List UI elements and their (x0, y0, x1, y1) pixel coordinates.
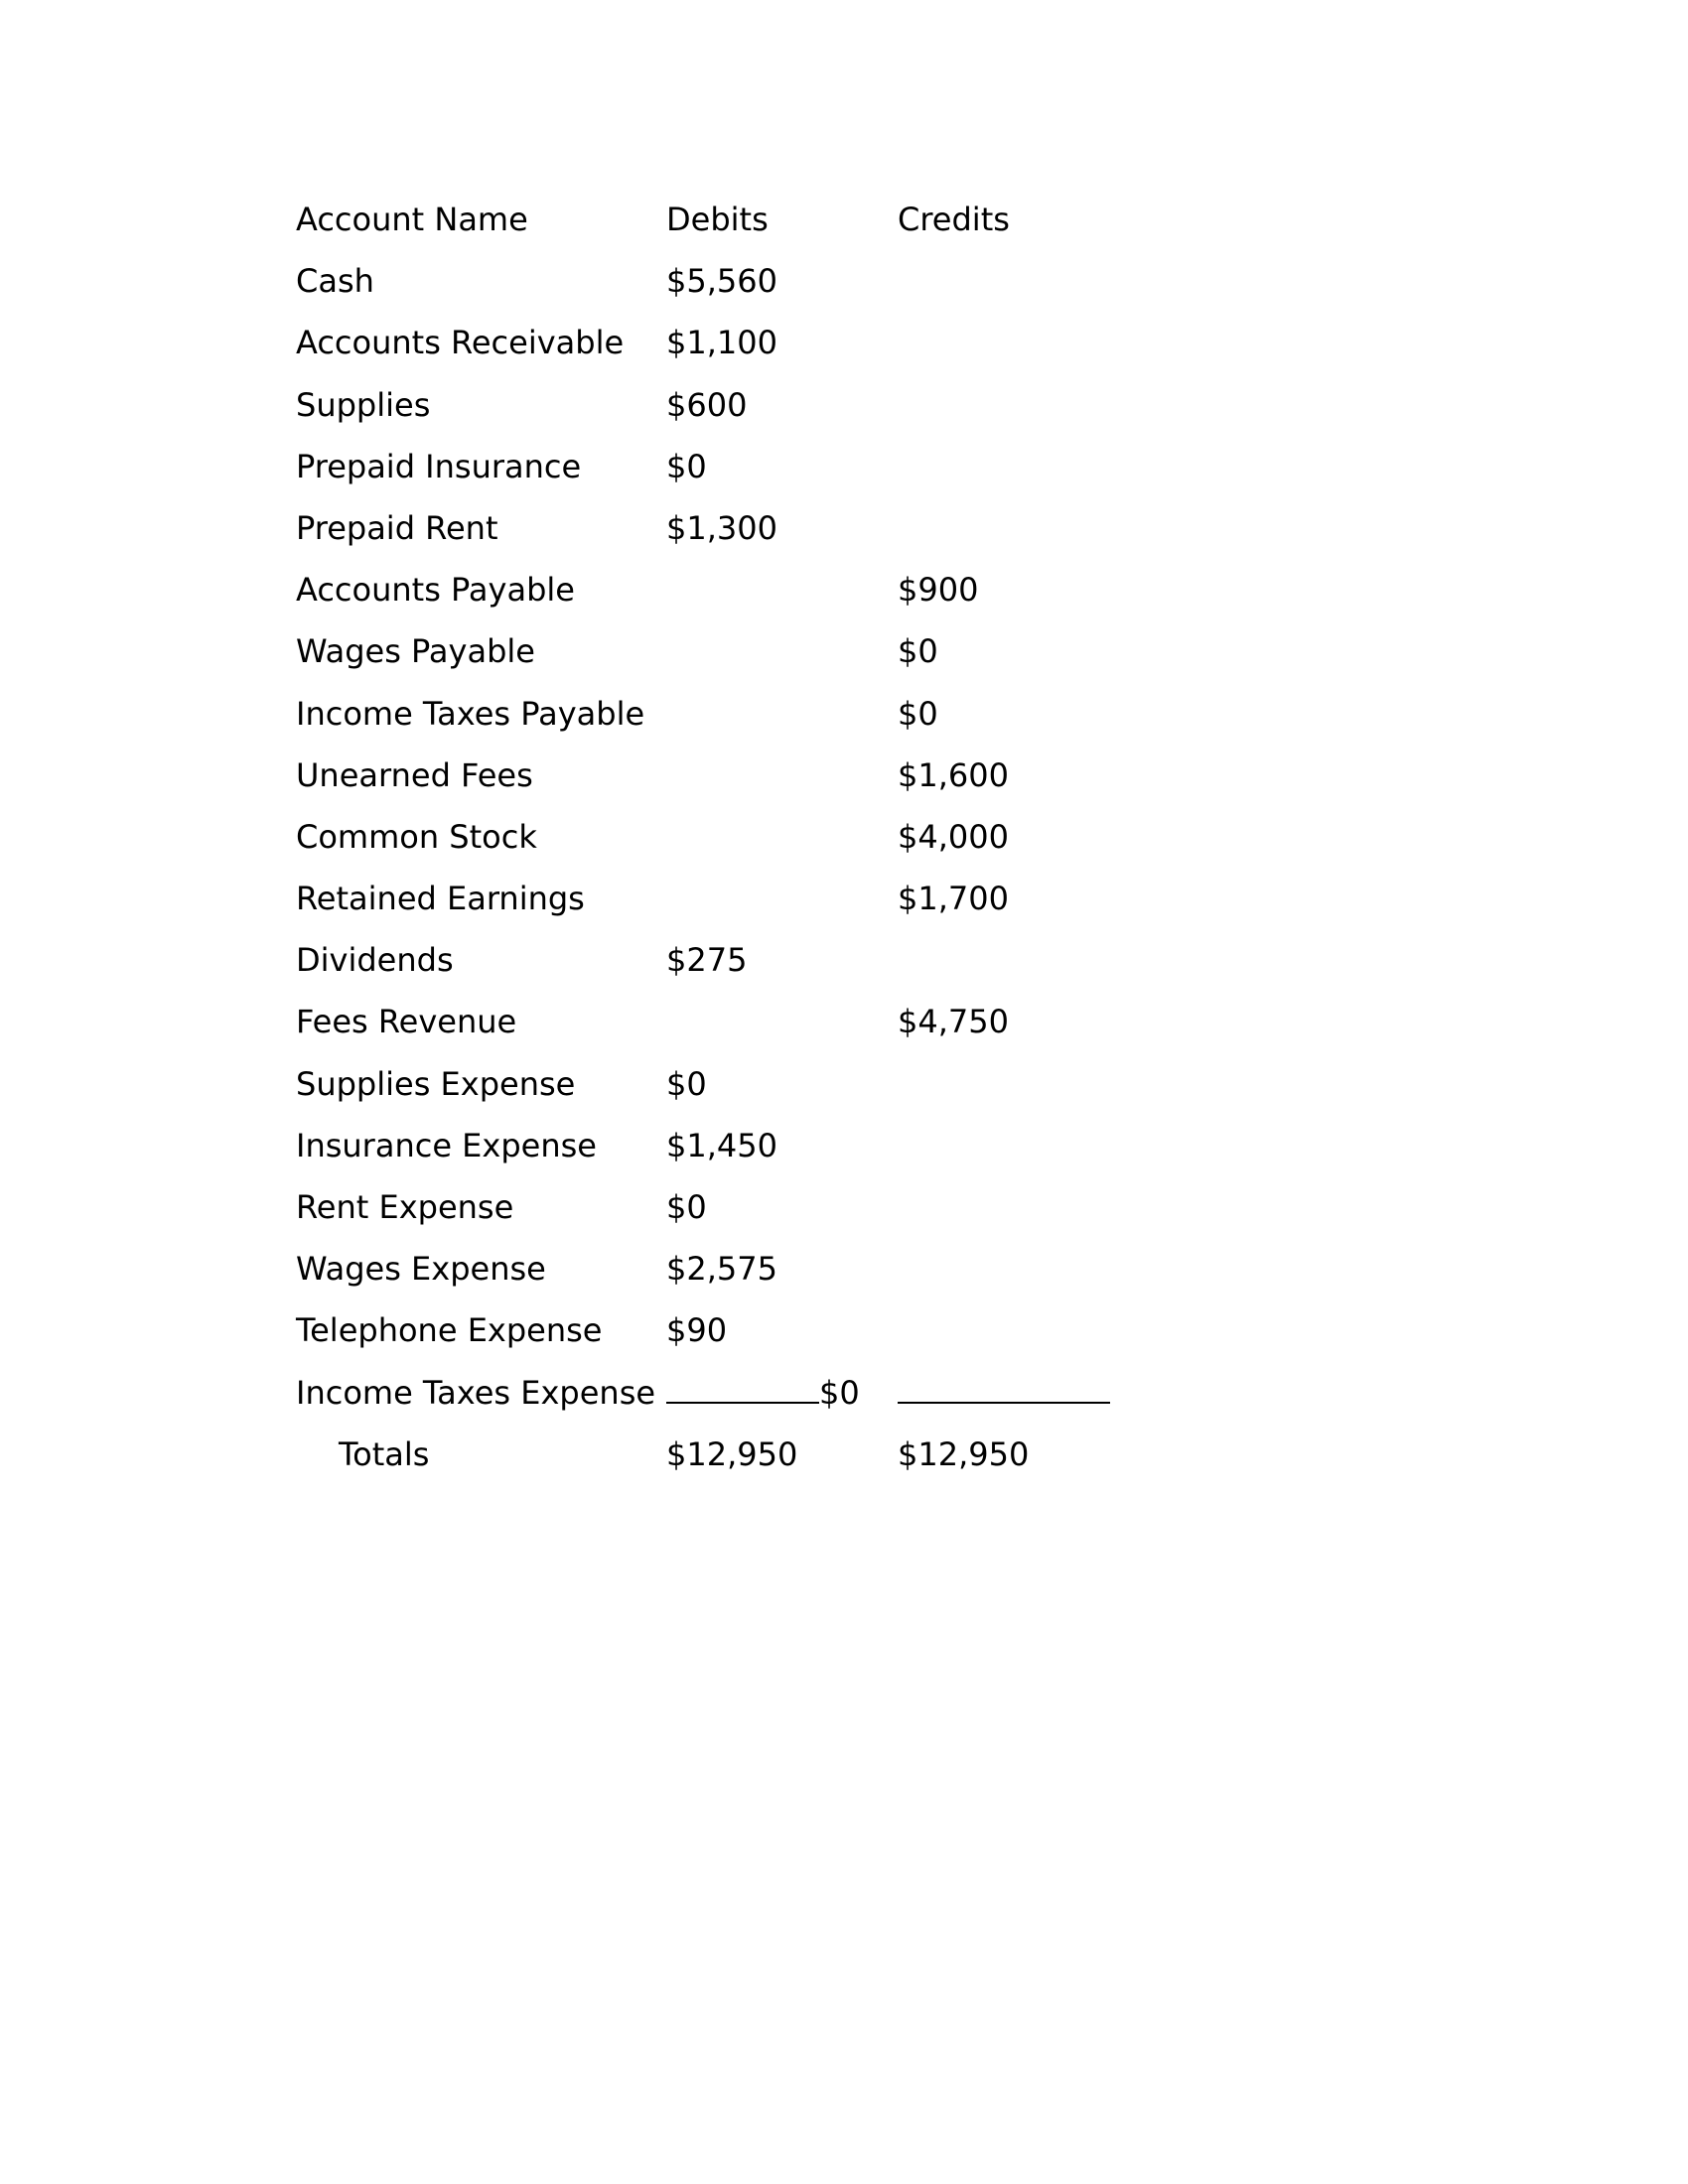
credit-underline (898, 1364, 1110, 1404)
table-row (296, 312, 1190, 373)
table-row (296, 868, 1190, 929)
credit-value (898, 1362, 1110, 1424)
credit-value: $4,750 (898, 1003, 1009, 1041)
debit-value: $1,100 (666, 324, 777, 362)
debit-value: $0 (666, 447, 707, 485)
account-name: Insurance Expense (296, 1126, 597, 1164)
account-name: Prepaid Insurance (296, 447, 582, 485)
header-row (296, 189, 1190, 250)
account-name: Telephone Expense (296, 1311, 603, 1350)
debit-amount: $0 (819, 1373, 860, 1412)
account-name: Prepaid Rent (296, 508, 498, 547)
debit-value: $0 (666, 1188, 707, 1226)
account-name: Income Taxes Expense (296, 1373, 656, 1412)
totals-row (296, 1424, 1190, 1485)
debit-underline (666, 1364, 819, 1404)
credit-value: $1,600 (898, 755, 1009, 794)
account-name: Retained Earnings (296, 880, 585, 918)
table-row (296, 374, 1190, 436)
account-name: Income Taxes Payable (296, 694, 645, 733)
debit-value: $275 (666, 941, 748, 980)
table-row (296, 436, 1190, 497)
table-row (296, 1362, 1190, 1424)
account-name: Accounts Payable (296, 571, 575, 610)
debit-value: $1,450 (666, 1126, 777, 1164)
debit-value: $5,560 (666, 262, 777, 301)
account-name: Fees Revenue (296, 1003, 517, 1041)
debit-value: $2,575 (666, 1250, 777, 1289)
table-row (296, 250, 1190, 312)
account-name: Unearned Fees (296, 755, 533, 794)
debit-value: $1,300 (666, 508, 777, 547)
totals-credit: $12,950 (898, 1434, 1030, 1473)
account-name: Supplies Expense (296, 1064, 576, 1103)
account-rows (296, 250, 1190, 1361)
table-row (296, 1176, 1190, 1238)
credit-value: $0 (898, 632, 938, 671)
table-row (296, 745, 1190, 806)
account-name: Wages Payable (296, 632, 535, 671)
table-row (296, 991, 1190, 1052)
debit-value: $0 (666, 1064, 707, 1103)
account-name: Accounts Receivable (296, 324, 625, 362)
credit-value: $4,000 (898, 817, 1009, 856)
credit-value: $1,700 (898, 880, 1009, 918)
credit-value: $900 (898, 571, 979, 610)
account-name: Supplies (296, 385, 431, 424)
table-row (296, 806, 1190, 868)
totals-debit: $12,950 (666, 1434, 798, 1473)
table-row (296, 683, 1190, 745)
table-row (296, 497, 1190, 559)
debit-value: $600 (666, 385, 748, 424)
table-row (296, 1115, 1190, 1176)
debit-value (666, 1362, 860, 1424)
table-row (296, 1238, 1190, 1299)
header-account-name: Account Name (296, 201, 528, 238)
table-row (296, 929, 1190, 991)
debit-value: $90 (666, 1311, 728, 1350)
account-name: Rent Expense (296, 1188, 514, 1226)
account-name: Cash (296, 262, 374, 301)
credit-value: $0 (898, 694, 938, 733)
header-credits: Credits (898, 201, 1010, 238)
account-name: Dividends (296, 941, 454, 980)
table-row (296, 620, 1190, 682)
account-name: Wages Expense (296, 1250, 546, 1289)
account-name: Common Stock (296, 817, 537, 856)
trial-balance-table (296, 189, 1190, 1485)
table-row (296, 1299, 1190, 1361)
totals-label: Totals (339, 1434, 430, 1473)
header-debits: Debits (666, 201, 769, 238)
table-row (296, 1053, 1190, 1115)
table-row (296, 559, 1190, 620)
